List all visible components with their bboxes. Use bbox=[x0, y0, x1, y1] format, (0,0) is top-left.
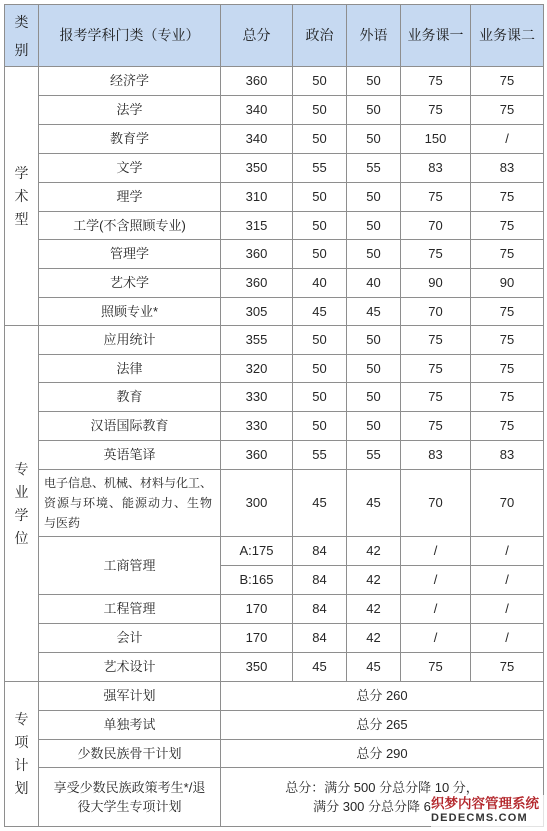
table-row bbox=[5, 470, 544, 537]
foreign-language-cell: 50 bbox=[347, 383, 401, 412]
subject-cell: 法律 bbox=[39, 355, 221, 383]
total-cell: 170 bbox=[221, 595, 293, 624]
subject-cell: 法学 bbox=[39, 96, 221, 125]
course1-cell: 70 bbox=[401, 470, 471, 537]
course2-cell: 75 bbox=[471, 67, 544, 96]
course1-cell: 83 bbox=[401, 441, 471, 470]
watermark bbox=[431, 795, 544, 828]
subject-cell: 英语笔译 bbox=[39, 441, 221, 470]
subject-line: 享受少数民族政策考生*/退 bbox=[53, 780, 206, 795]
table-row bbox=[5, 183, 544, 212]
requirement-cell: 总分 265 bbox=[221, 711, 544, 740]
foreign-language-cell: 50 bbox=[347, 240, 401, 269]
total-cell: 170 bbox=[221, 624, 293, 653]
total-cell: 340 bbox=[221, 96, 293, 125]
requirement-cell: 总分 260 bbox=[221, 682, 544, 711]
course2-header: 业务课二 bbox=[471, 5, 544, 67]
total-cell: 330 bbox=[221, 383, 293, 412]
politics-cell: 55 bbox=[293, 441, 347, 470]
score-table bbox=[4, 4, 544, 827]
section-cell-professional bbox=[5, 326, 39, 682]
subject-cell: 经济学 bbox=[39, 67, 221, 96]
category-header bbox=[5, 5, 39, 67]
total-cell: 315 bbox=[221, 212, 293, 240]
subject-cell: 应用统计 bbox=[39, 326, 221, 355]
table-row bbox=[5, 326, 544, 355]
total-cell: 360 bbox=[221, 240, 293, 269]
course2-cell: 75 bbox=[471, 96, 544, 125]
politics-cell: 84 bbox=[293, 537, 347, 566]
total-cell: 330 bbox=[221, 412, 293, 441]
subject-cell: 管理学 bbox=[39, 240, 221, 269]
section-label: 专业学位 bbox=[14, 460, 29, 546]
foreign-language-cell: 50 bbox=[347, 212, 401, 240]
table-row bbox=[5, 682, 544, 711]
course1-cell: 70 bbox=[401, 298, 471, 326]
total-cell: B:165 bbox=[221, 566, 293, 595]
total-cell: 340 bbox=[221, 125, 293, 154]
subject-cell: 艺术设计 bbox=[39, 653, 221, 682]
total-cell: 320 bbox=[221, 355, 293, 383]
course2-cell: 75 bbox=[471, 653, 544, 682]
course1-cell: 75 bbox=[401, 183, 471, 212]
politics-cell: 40 bbox=[293, 269, 347, 298]
table-row bbox=[5, 240, 544, 269]
course1-cell: 70 bbox=[401, 212, 471, 240]
politics-cell: 50 bbox=[293, 67, 347, 96]
table-row bbox=[5, 269, 544, 298]
subject-cell: 理学 bbox=[39, 183, 221, 212]
foreign-language-header: 外语 bbox=[347, 5, 401, 67]
course1-cell: / bbox=[401, 537, 471, 566]
section-label: 学术型 bbox=[14, 164, 29, 227]
politics-cell: 50 bbox=[293, 326, 347, 355]
foreign-language-cell: 55 bbox=[347, 154, 401, 183]
subject-cell: 教育 bbox=[39, 383, 221, 412]
table-row bbox=[5, 154, 544, 183]
total-cell: 350 bbox=[221, 653, 293, 682]
subject-line: 与医药 bbox=[44, 516, 81, 530]
table-row bbox=[5, 412, 544, 441]
course2-cell: 75 bbox=[471, 383, 544, 412]
subject-cell: 少数民族骨干计划 bbox=[39, 740, 221, 768]
table-row bbox=[5, 96, 544, 125]
table-row bbox=[5, 537, 544, 566]
section-label: 专项计划 bbox=[14, 711, 29, 796]
course1-cell: 75 bbox=[401, 653, 471, 682]
foreign-language-cell: 50 bbox=[347, 67, 401, 96]
subject-cell: 教育学 bbox=[39, 125, 221, 154]
requirement-line: 总分：满分 500 分总分降 10 分， bbox=[285, 780, 479, 795]
table-row bbox=[5, 298, 544, 326]
foreign-language-cell: 45 bbox=[347, 470, 401, 537]
table-row bbox=[5, 125, 544, 154]
politics-cell: 50 bbox=[293, 355, 347, 383]
foreign-language-cell: 45 bbox=[347, 653, 401, 682]
course1-cell: 83 bbox=[401, 154, 471, 183]
foreign-language-cell: 50 bbox=[347, 326, 401, 355]
table-row bbox=[5, 212, 544, 240]
foreign-language-cell: 50 bbox=[347, 355, 401, 383]
course2-cell: 75 bbox=[471, 240, 544, 269]
course2-cell: 83 bbox=[471, 441, 544, 470]
subject-cell: 汉语国际教育 bbox=[39, 412, 221, 441]
course1-cell: 75 bbox=[401, 67, 471, 96]
subject-header: 报考学科门类（专业） bbox=[39, 5, 221, 67]
subject-line: 役大学生专项计划 bbox=[77, 799, 182, 814]
subject-cell: 工学(不含照顾专业) bbox=[39, 212, 221, 240]
table-row bbox=[5, 67, 544, 96]
politics-cell: 50 bbox=[293, 212, 347, 240]
course2-cell: / bbox=[471, 125, 544, 154]
politics-header: 政治 bbox=[293, 5, 347, 67]
politics-cell: 50 bbox=[293, 383, 347, 412]
table-row bbox=[5, 740, 544, 768]
politics-cell: 84 bbox=[293, 566, 347, 595]
politics-cell: 84 bbox=[293, 595, 347, 624]
subject-cell bbox=[39, 768, 221, 827]
course2-cell: 75 bbox=[471, 298, 544, 326]
watermark-domain: DEDECMS.COM bbox=[431, 812, 528, 824]
foreign-language-cell: 42 bbox=[347, 624, 401, 653]
politics-cell: 50 bbox=[293, 183, 347, 212]
foreign-language-cell: 50 bbox=[347, 96, 401, 125]
course2-cell: 75 bbox=[471, 412, 544, 441]
politics-cell: 50 bbox=[293, 96, 347, 125]
subject-cell bbox=[39, 470, 221, 537]
total-cell: 360 bbox=[221, 441, 293, 470]
course2-cell: 83 bbox=[471, 154, 544, 183]
foreign-language-cell: 50 bbox=[347, 412, 401, 441]
subject-line: 电子信息、机械、材料与化工、 bbox=[44, 476, 213, 490]
politics-cell: 45 bbox=[293, 470, 347, 537]
total-cell: 350 bbox=[221, 154, 293, 183]
section-cell-academic bbox=[5, 67, 39, 326]
politics-cell: 45 bbox=[293, 653, 347, 682]
course1-cell: 90 bbox=[401, 269, 471, 298]
foreign-language-cell: 42 bbox=[347, 566, 401, 595]
table-row bbox=[5, 624, 544, 653]
course1-cell: 75 bbox=[401, 355, 471, 383]
course2-cell: / bbox=[471, 595, 544, 624]
requirement-line: 满分 300 分总分降 6 bbox=[313, 799, 431, 814]
politics-cell: 45 bbox=[293, 298, 347, 326]
table-row bbox=[5, 653, 544, 682]
total-header: 总分 bbox=[221, 5, 293, 67]
course1-cell: 75 bbox=[401, 326, 471, 355]
politics-cell: 50 bbox=[293, 240, 347, 269]
total-cell: 300 bbox=[221, 470, 293, 537]
category-header-label: 类别 bbox=[14, 13, 29, 58]
course2-cell: / bbox=[471, 537, 544, 566]
total-cell: 360 bbox=[221, 269, 293, 298]
politics-cell: 84 bbox=[293, 624, 347, 653]
course2-cell: / bbox=[471, 566, 544, 595]
course2-cell: 70 bbox=[471, 470, 544, 537]
politics-cell: 50 bbox=[293, 412, 347, 441]
table-row bbox=[5, 441, 544, 470]
requirement-cell: 总分 290 bbox=[221, 740, 544, 768]
foreign-language-cell: 50 bbox=[347, 183, 401, 212]
course1-cell: 75 bbox=[401, 240, 471, 269]
total-cell: 355 bbox=[221, 326, 293, 355]
course2-cell: 75 bbox=[471, 183, 544, 212]
table-row bbox=[5, 383, 544, 412]
foreign-language-cell: 45 bbox=[347, 298, 401, 326]
course1-cell: / bbox=[401, 624, 471, 653]
course2-cell: 90 bbox=[471, 269, 544, 298]
subject-cell: 会计 bbox=[39, 624, 221, 653]
subject-line: 资源与环境、能源动力、生物 bbox=[44, 496, 214, 510]
course1-cell: 150 bbox=[401, 125, 471, 154]
course2-cell: 75 bbox=[471, 326, 544, 355]
subject-cell: 文学 bbox=[39, 154, 221, 183]
foreign-language-cell: 50 bbox=[347, 125, 401, 154]
table-row bbox=[5, 355, 544, 383]
foreign-language-cell: 42 bbox=[347, 595, 401, 624]
course1-cell: / bbox=[401, 595, 471, 624]
total-cell: 310 bbox=[221, 183, 293, 212]
total-cell: 360 bbox=[221, 67, 293, 96]
subject-cell: 工程管理 bbox=[39, 595, 221, 624]
course1-cell: 75 bbox=[401, 412, 471, 441]
foreign-language-cell: 40 bbox=[347, 269, 401, 298]
subject-cell: 单独考试 bbox=[39, 711, 221, 740]
foreign-language-cell: 55 bbox=[347, 441, 401, 470]
table-row bbox=[5, 711, 544, 740]
course2-cell: 75 bbox=[471, 355, 544, 383]
course2-cell: 75 bbox=[471, 212, 544, 240]
course1-header: 业务课一 bbox=[401, 5, 471, 67]
subject-cell: 照顾专业* bbox=[39, 298, 221, 326]
course2-cell: / bbox=[471, 624, 544, 653]
course1-cell: 75 bbox=[401, 96, 471, 125]
subject-cell: 强军计划 bbox=[39, 682, 221, 711]
total-cell: 305 bbox=[221, 298, 293, 326]
table-row bbox=[5, 595, 544, 624]
header-row bbox=[5, 5, 544, 67]
section-cell-special bbox=[5, 682, 39, 827]
foreign-language-cell: 42 bbox=[347, 537, 401, 566]
politics-cell: 55 bbox=[293, 154, 347, 183]
total-cell: A:175 bbox=[221, 537, 293, 566]
course1-cell: / bbox=[401, 566, 471, 595]
subject-cell: 工商管理 bbox=[39, 537, 221, 595]
politics-cell: 50 bbox=[293, 125, 347, 154]
course1-cell: 75 bbox=[401, 383, 471, 412]
watermark-title: 织梦内容管理系统 bbox=[431, 796, 539, 811]
subject-cell: 艺术学 bbox=[39, 269, 221, 298]
